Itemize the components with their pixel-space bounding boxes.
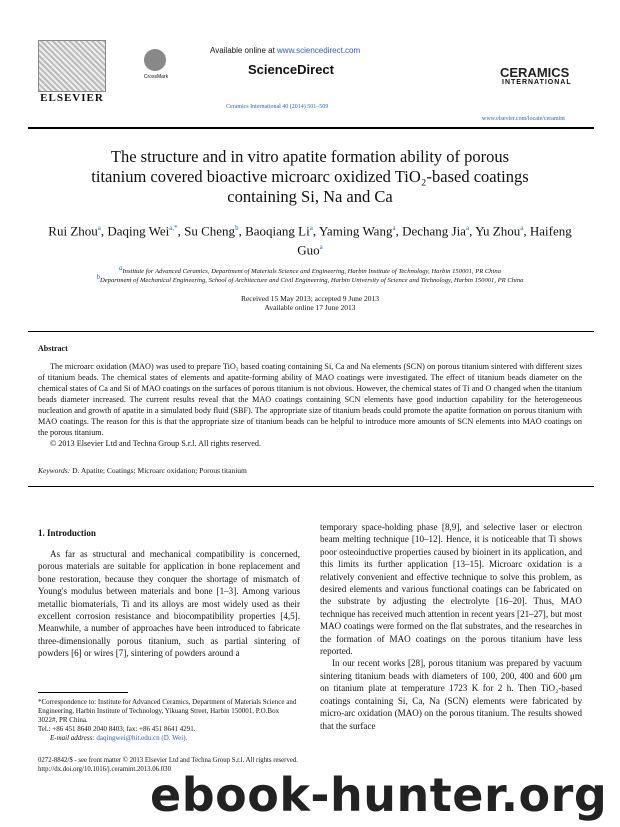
keywords: Keywords: D. Apatite; Coatings; Microarc oxidation; Porous titanium xyxy=(38,466,247,475)
right-column xyxy=(320,521,582,732)
journal-url-link[interactable]: www.elsevier.com/locate/ceramint xyxy=(482,116,565,122)
author-affiliation-mark[interactable]: a xyxy=(319,243,323,252)
author: Haifeng Guo xyxy=(297,223,572,258)
author-affiliation-mark[interactable]: a xyxy=(465,224,470,232)
title-line: The structure and in vitro apatite formation ability of porous xyxy=(110,147,510,166)
author: Dechang Jia xyxy=(402,223,466,239)
author: Yu Zhou xyxy=(475,223,521,239)
author-affiliation-mark[interactable]: a xyxy=(97,224,101,232)
author: Su Cheng xyxy=(184,223,236,239)
left-column xyxy=(38,548,300,660)
abstract-copyright: © 2013 Elsevier Ltd and Techna Group S.r.l. All rights reserved. xyxy=(50,439,262,448)
title-line: titanium covered bioactive microarc oxidized TiO₂-based coatings xyxy=(91,167,529,186)
intro-paragraph-2: In our recent works [28], porous titanium was prepared by vacuum sintering titanium beads with diameters of 100, 200, 400 and 600 μm on titanium plate at temperature 1723 K for 2 h. Then TiO₂-based coatings containing Si, Ca, Na (SCN) elements were fabricated by micro-arc oxidation (MAO) on the porous titanium. The results showed that the surface xyxy=(320,658,582,731)
correspondence-note: *Correspondence to: Institute for Advanced Ceramics, Department of Materials Science and Engineering, Harbin Institute of Technology, Yikuang Street, Harbin 150001, P.O.Box 3022#, PR China. xyxy=(38,698,297,724)
author-affiliation-mark[interactable]: a xyxy=(392,224,396,232)
author-affiliation-mark[interactable]: a xyxy=(309,224,313,232)
affiliation-a: $^a$Institute for Advanced Ceramics, Department of Materials Science and Engineering, Harbin Institute of Technology, Harbin 150001, PR China xyxy=(118,264,502,276)
elsevier-tree-logo xyxy=(38,40,106,92)
journal-logo-title: CERAMICS xyxy=(500,65,570,80)
available-online: Available online at www.sciencedirect.com xyxy=(210,46,361,55)
tel-fax: Tel.: +86 451 8640 2040 8403; fax: +86 451 8641 4291. xyxy=(38,725,196,733)
journal-reference-link[interactable]: Ceramics International 40 (2014) 501–509 xyxy=(226,104,329,110)
received-date: Received 15 May 2013; accepted 9 June 2013 xyxy=(240,294,380,303)
affiliation-b: $^b$Department of Mechanical Engineering, School of Architecture and Civil Engineering, Harbin University of Science and Technology, Harbin 150001, PR China xyxy=(96,273,524,285)
abstract-rule-bottom xyxy=(28,486,594,487)
author: Daqing Wei xyxy=(107,223,170,239)
author: Rui Zhou xyxy=(48,223,98,239)
email-line: E-mail address: daqingwei@hit.edu.cn (D. Wei). xyxy=(50,734,188,742)
author-affiliation-mark[interactable]: a,* xyxy=(169,224,178,232)
email-link[interactable]: daqingwei@hit.edu.cn (D. Wei). xyxy=(96,734,188,742)
crossmark-label: CrossMark xyxy=(143,74,169,80)
title-line: containing Si, Na and Ca xyxy=(227,187,393,206)
abstract-rule-top xyxy=(28,331,594,332)
crossmark-icon[interactable] xyxy=(144,49,166,71)
issn-line: 0272-8842/$ - see front matter © 2013 Elsevier Ltd and Techna Group S.r.l. All rights reserved. xyxy=(38,757,298,764)
watermark: ebook-hunter.org xyxy=(150,768,608,822)
author-affiliation-mark[interactable]: a xyxy=(520,224,524,232)
journal-logo-subtitle: INTERNATIONAL xyxy=(502,79,572,86)
intro-paragraph: As far as structural and mechanical compatibility is concerned, porous materials are suitable for application in bone replacement and bone restoration, because they conquer the shortage of mismatch of Young's modulus between materials and bone [1–3]. Among various metallic biomaterials, Ti and its alloys are most widely used as their excellent corrosion resistance and biocompatibility properties [4,5]. Meanwhile, a number of approaches have been introduced to fabricate three-dimensionally porous titanium, such as partial sintering of powders [6] or wires [7], sintering of powders around a xyxy=(38,549,300,659)
footnote xyxy=(38,698,300,743)
intro-paragraph-cont: temporary space-holding phase [8,9], and selective laser or electron beam melting technique [10–12]. Hence, it is noticeable that Ti shows poor osteoinductive properties caused by bioinert in its application, and this limits its further application [13–15]. Microarc oxidation is a relatively convenient and effective technique to solve this problem, as desired elements and various functional coatings can be fabricated on the substrate by adjusting the electrolyte [16–20]. Thus, MAO technique has received much attention in recent years [21–27], but most MAO coatings were formed on the flat substrates, and the researches in the formation of MAO coatings on the porous titanium have less reported. xyxy=(320,522,582,657)
header-rule xyxy=(28,127,594,129)
publisher-name: ELSEVIER xyxy=(40,92,104,104)
author: Yaming Wang xyxy=(318,223,393,239)
author-affiliation-mark[interactable]: b xyxy=(235,224,239,232)
author-list: Rui Zhou$^a$, Daqing Wei$^{a,*}$, Su Cheng$^b$, Baoqiang Li$^a$, Yaming Wang$^a$, Dechang Jia$^a$, Yu Zhou$^a$, Haifeng Guo$^a$ xyxy=(48,223,572,258)
author: Baoqiang Li xyxy=(245,223,310,239)
footnote-rule xyxy=(38,692,128,693)
online-date: Available online 17 June 2013 xyxy=(264,303,356,312)
abstract-text: The microarc oxidation (MAO) was used to prepare TiO₂ based coating containing Si, Ca and Na elements (SCN) on porous titanium sintered with different sizes of titanium beads. The chemical states of elements and apatite-forming ability of MAO coatings were investigated. The effect of titanium beads diameter on the chemical states of Ca and Si of MAO coatings on the surfaces of porous titanium is not obvious. However, the chemical states of Ti and O changed when the titanium beads diameter increased. The current results reveal that the MAO coatings containing SCN elements have good induction capability for the heterogeneous nucleation and growth of apatite in a simulated body fluid (SBF). The appropriate size of titanium beads could promote the apatite formation on porous titanium with MAO coatings. The reason for this is that the appropriate size of titanium beads can be helpful to introduce more amounts of SCN elements into MAO coatings on the porous titanium. xyxy=(38,362,582,437)
doi-link[interactable]: http://dx.doi.org/10.1016/j.ceramint.2013.06.030 xyxy=(38,766,171,773)
sciencedirect-link[interactable]: www.sciencedirect.com xyxy=(277,46,361,55)
abstract-heading: Abstract xyxy=(38,344,68,353)
article-title xyxy=(40,147,580,207)
sciencedirect-logo: ScienceDirect xyxy=(248,62,334,77)
abstract-body xyxy=(38,361,582,449)
section-heading: 1. Introduction xyxy=(38,528,96,538)
